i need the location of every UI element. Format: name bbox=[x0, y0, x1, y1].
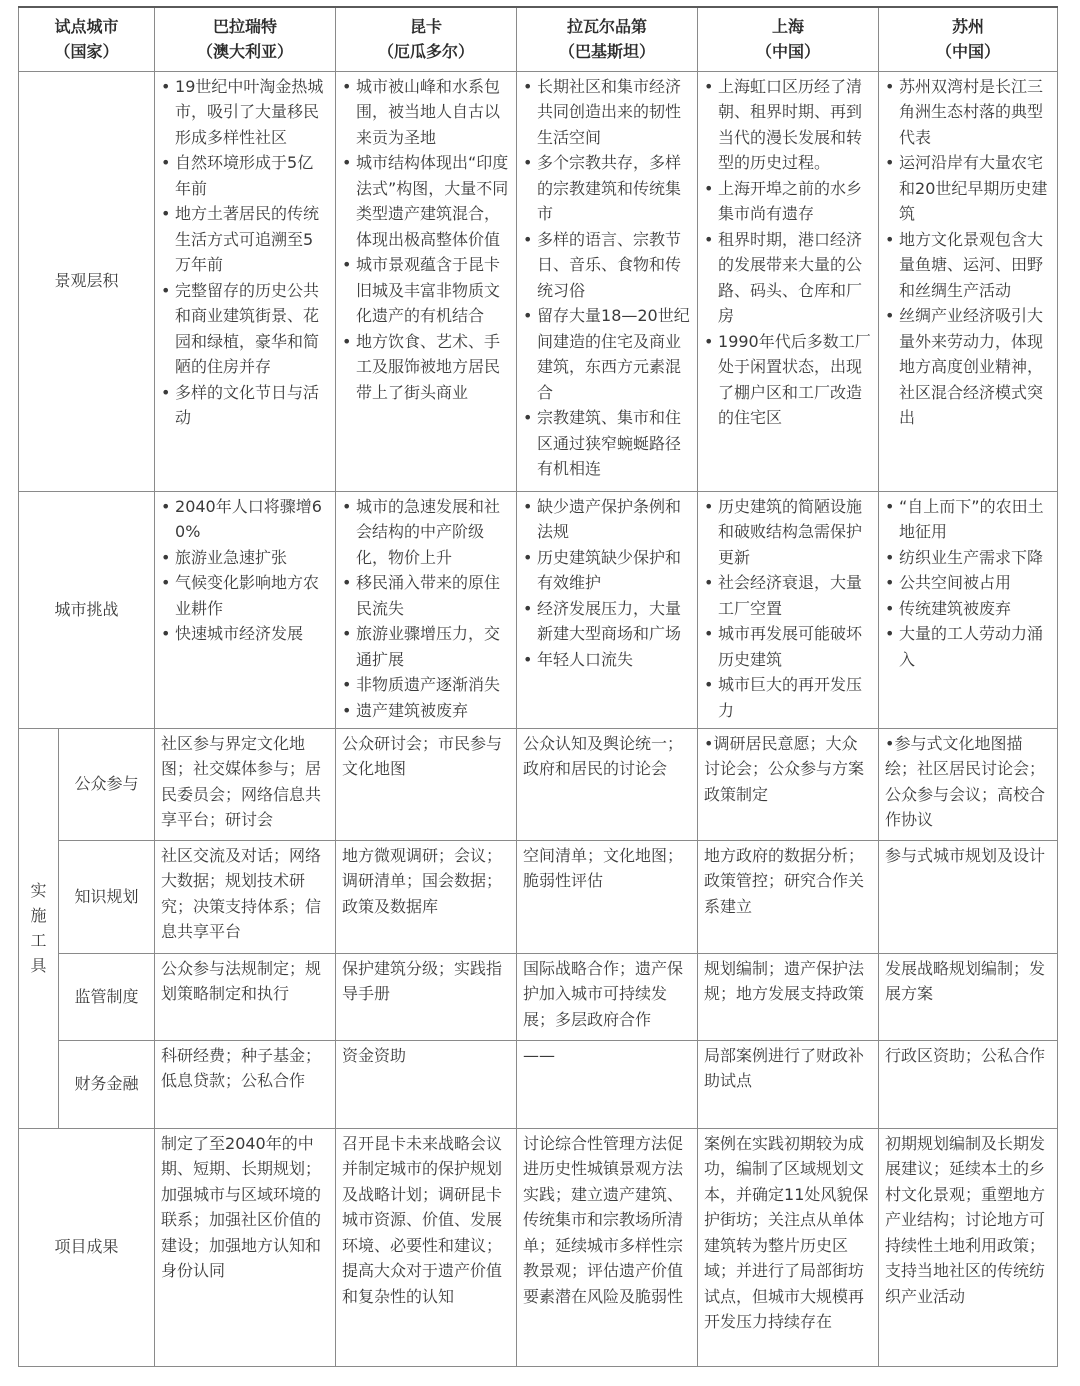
bullet-list bbox=[704, 74, 872, 431]
bullet-item: • 经济发展压力，大量新建大型商场和广场 bbox=[523, 596, 691, 647]
bullet-list bbox=[885, 494, 1051, 673]
row-tool-finance bbox=[19, 1040, 1058, 1128]
bullet-item: • 租界时期，港口经济的发展带来大量的公路、码头、仓库和厂房 bbox=[704, 227, 872, 329]
bullet-item: • 城市结构体现出“印度法式”构图，大量不同类型遗产建筑混合，体现出极高整体价值 bbox=[342, 150, 510, 252]
group-label-tools bbox=[19, 728, 59, 1128]
bullet-item: • 公共空间被占用 bbox=[885, 570, 1051, 596]
bullet-item: • 快速城市经济发展 bbox=[161, 621, 329, 647]
bullet-item: • 地方饮食、艺术、手工及服饰被地方居民带上了街头商业 bbox=[342, 329, 510, 406]
tool-label: 财务金融 bbox=[59, 1040, 155, 1128]
bullet-item: • 纺织业生产需求下降 bbox=[885, 545, 1051, 571]
city-country: （中国） bbox=[756, 42, 821, 62]
row-label-outcomes: 项目成果 bbox=[19, 1128, 155, 1366]
tool-cell: •参与式文化地图描绘；社区居民讨论会；公众参与会议；高校合作协议 bbox=[879, 728, 1058, 840]
tool-cell: 科研经费；种子基金；低息贷款；公私合作 bbox=[155, 1040, 336, 1128]
bullet-list bbox=[523, 74, 691, 482]
bullet-item: • 历史建筑缺少保护和有效维护 bbox=[523, 545, 691, 596]
bullet-item: • 宗教建筑、集市和住区通过狭窄蜿蜒路径有机相连 bbox=[523, 405, 691, 482]
cell-landscape bbox=[517, 71, 698, 491]
tool-cell: 社区参与界定文化地图；社交媒体参与；居民委员会；网络信息共享平台；研讨会 bbox=[155, 728, 336, 840]
tool-label: 知识规划 bbox=[59, 840, 155, 953]
bullet-item: • 移民涌入带来的原住民流失 bbox=[342, 570, 510, 621]
bullet-item: • 年轻人口流失 bbox=[523, 647, 691, 673]
bullet-item: • 气候变化影响地方农业耕作 bbox=[161, 570, 329, 621]
row-challenges bbox=[19, 491, 1058, 728]
row-outcomes bbox=[19, 1128, 1058, 1366]
header-sublabel: （国家） bbox=[54, 42, 119, 62]
bullet-item: • 缺少遗产保护条例和法规 bbox=[523, 494, 691, 545]
bullet-item: • 19世纪中叶淘金热城市，吸引了大量移民形成多样性社区 bbox=[161, 74, 329, 151]
bullet-item: • 地方文化景观包含大量鱼塘、运河、田野和丝绸生产活动 bbox=[885, 227, 1051, 304]
row-label-challenges: 城市挑战 bbox=[19, 491, 155, 728]
bullet-item: • 地方土著居民的传统生活方式可追溯至5万年前 bbox=[161, 201, 329, 278]
bullet-list bbox=[704, 494, 872, 724]
bullet-item: • 非物质遗产逐渐消失 bbox=[342, 672, 510, 698]
header-city bbox=[698, 7, 879, 71]
row-tool-regulation bbox=[19, 953, 1058, 1040]
bullet-item: • 苏州双湾村是长江三角洲生态村落的典型代表 bbox=[885, 74, 1051, 151]
bullet-item: • 历史建筑的简陋设施和破败结构急需保护更新 bbox=[704, 494, 872, 571]
tool-cell: 公众参与法规制定；规划策略制定和执行 bbox=[155, 953, 336, 1040]
cell-landscape bbox=[336, 71, 517, 491]
bullet-item: • 旅游业急速扩张 bbox=[161, 545, 329, 571]
bullet-item: • 传统建筑被废弃 bbox=[885, 596, 1051, 622]
row-tool-knowledge bbox=[19, 840, 1058, 953]
row-tool-public bbox=[19, 728, 1058, 840]
comparison-table bbox=[18, 6, 1058, 1367]
bullet-item: • 多样的语言、宗教节日、音乐、食物和传统习俗 bbox=[523, 227, 691, 304]
tools-vertical-label: 实施工具 bbox=[30, 880, 47, 975]
city-country: （厄瓜多尔） bbox=[378, 42, 475, 62]
tool-cell: 国际战略合作；遗产保护加入城市可持续发展；多层政府合作 bbox=[517, 953, 698, 1040]
bullet-item: • 旅游业骤增压力，交通扩展 bbox=[342, 621, 510, 672]
bullet-list bbox=[161, 494, 329, 647]
bullet-list bbox=[342, 494, 510, 724]
city-name: 巴拉瑞特 bbox=[213, 16, 278, 36]
bullet-list bbox=[161, 74, 329, 431]
city-country: （巴基斯坦） bbox=[559, 42, 656, 62]
cell-landscape bbox=[879, 71, 1058, 491]
bullet-item: • 上海虹口区历经了清朝、租界时期、再到当代的漫长发展和转型的历史过程。 bbox=[704, 74, 872, 176]
outcome-cell: 初期规划编制及长期发展建议；延续本土的乡村文化景观；重塑地方产业结构；讨论地方可持续性土地利用政策；支持当地社区的传统纺织产业活动 bbox=[879, 1128, 1058, 1366]
bullet-list bbox=[885, 74, 1051, 431]
city-name: 昆卡 bbox=[410, 16, 443, 36]
header-pilot-city bbox=[19, 7, 155, 71]
tool-cell: 发展战略规划编制；发展方案 bbox=[879, 953, 1058, 1040]
tool-cell: 资金资助 bbox=[336, 1040, 517, 1128]
cell-challenge bbox=[698, 491, 879, 728]
tool-cell: 公众研讨会；市民参与文化地图 bbox=[336, 728, 517, 840]
tool-cell: 保护建筑分级；实践指导手册 bbox=[336, 953, 517, 1040]
header-city bbox=[879, 7, 1058, 71]
city-name: 拉瓦尔品第 bbox=[567, 16, 648, 36]
outcome-cell: 制定了至2040年的中期、短期、长期规划；加强城市与区域环境的联系；加强社区价值的建设；加强地方认知和身份认同 bbox=[155, 1128, 336, 1366]
bullet-item: • 多个宗教共存，多样的宗教建筑和传统集市 bbox=[523, 150, 691, 227]
cell-challenge bbox=[336, 491, 517, 728]
row-label-landscape: 景观层积 bbox=[19, 71, 155, 491]
bullet-item: • 城市被山峰和水系包围，被当地人自古以来贡为圣地 bbox=[342, 74, 510, 151]
header-row bbox=[19, 7, 1058, 71]
tool-label: 公众参与 bbox=[59, 728, 155, 840]
bullet-item: • 完整留存的历史公共和商业建筑街景、花园和绿植，豪华和简陋的住房并存 bbox=[161, 278, 329, 380]
header-city bbox=[336, 7, 517, 71]
bullet-item: • 2040年人口将骤增60% bbox=[161, 494, 329, 545]
tool-cell: 地方微观调研；会议；调研清单；国会数据；政策及数据库 bbox=[336, 840, 517, 953]
header-city bbox=[517, 7, 698, 71]
bullet-item: • 大量的工人劳动力涌入 bbox=[885, 621, 1051, 672]
cell-landscape bbox=[155, 71, 336, 491]
cell-challenge bbox=[517, 491, 698, 728]
tool-label: 监管制度 bbox=[59, 953, 155, 1040]
bullet-item: • 多样的文化节日与活动 bbox=[161, 380, 329, 431]
bullet-item: • 城市再发展可能破坏历史建筑 bbox=[704, 621, 872, 672]
bullet-item: • 城市巨大的再开发压力 bbox=[704, 672, 872, 723]
tool-cell: 空间清单；文化地图；脆弱性评估 bbox=[517, 840, 698, 953]
bullet-item: • 城市景观蕴含于昆卡旧城及丰富非物质文化遗产的有机结合 bbox=[342, 252, 510, 329]
bullet-list bbox=[523, 494, 691, 673]
row-landscape bbox=[19, 71, 1058, 491]
header-city bbox=[155, 7, 336, 71]
tool-cell: 公众认知及舆论统一；政府和居民的讨论会 bbox=[517, 728, 698, 840]
header-label: 试点城市 bbox=[54, 16, 119, 36]
bullet-item: • 1990年代后多数工厂处于闲置状态，出现了棚户区和工厂改造的住宅区 bbox=[704, 329, 872, 431]
cell-challenge bbox=[155, 491, 336, 728]
city-name: 苏州 bbox=[952, 16, 985, 36]
outcome-cell: 案例在实践初期较为成功，编制了区域规划文本，并确定11处风貌保护街坊；关注点从单体建筑转为整片历史区域；并进行了局部街坊试点，但城市大规模再开发压力持续存在 bbox=[698, 1128, 879, 1366]
tool-cell: 社区交流及对话；网络大数据；规划技术研究；决策支持体系；信息共享平台 bbox=[155, 840, 336, 953]
city-name: 上海 bbox=[772, 16, 805, 36]
bullet-item: • 运河沿岸有大量农宅和20世纪早期历史建筑 bbox=[885, 150, 1051, 227]
bullet-item: • 上海开埠之前的水乡集市尚有遗存 bbox=[704, 176, 872, 227]
outcome-cell: 召开昆卡未来战略会议并制定城市的保护规划及战略计划；调研昆卡城市资源、价值、发展环境、必要性和建议；提高大众对于遗产价值和复杂性的认知 bbox=[336, 1128, 517, 1366]
city-country: （澳大利亚） bbox=[197, 42, 294, 62]
cell-challenge bbox=[879, 491, 1058, 728]
tool-cell: 局部案例进行了财政补助试点 bbox=[698, 1040, 879, 1128]
bullet-item: • “自上而下”的农田土地征用 bbox=[885, 494, 1051, 545]
bullet-item: • 遗产建筑被废弃 bbox=[342, 698, 510, 724]
cell-landscape bbox=[698, 71, 879, 491]
bullet-item: • 留存大量18—20世纪间建造的住宅及商业建筑，东西方元素混合 bbox=[523, 303, 691, 405]
bullet-item: • 城市的急速发展和社会结构的中产阶级化，物价上升 bbox=[342, 494, 510, 571]
tool-cell: 参与式城市规划及设计 bbox=[879, 840, 1058, 953]
tool-cell: —— bbox=[517, 1040, 698, 1128]
city-country: （中国） bbox=[936, 42, 1001, 62]
tool-cell: •调研居民意愿；大众讨论会；公众参与方案政策制定 bbox=[698, 728, 879, 840]
tool-cell: 行政区资助；公私合作 bbox=[879, 1040, 1058, 1128]
outcome-cell: 讨论综合性管理方法促进历史性城镇景观方法实践；建立遗产建筑、传统集市和宗教场所清单；延续城市多样性宗教景观；评估遗产价值要素潜在风险及脆弱性 bbox=[517, 1128, 698, 1366]
bullet-item: • 丝绸产业经济吸引大量外来劳动力，体现地方高度创业精神，社区混合经济模式突出 bbox=[885, 303, 1051, 431]
tool-cell: 地方政府的数据分析；政策管控；研究合作关系建立 bbox=[698, 840, 879, 953]
bullet-item: • 长期社区和集市经济共同创造出来的韧性生活空间 bbox=[523, 74, 691, 151]
tool-cell: 规划编制；遗产保护法规；地方发展支持政策 bbox=[698, 953, 879, 1040]
bullet-item: • 自然环境形成于5亿年前 bbox=[161, 150, 329, 201]
bullet-item: • 社会经济衰退，大量工厂空置 bbox=[704, 570, 872, 621]
bullet-list bbox=[342, 74, 510, 406]
